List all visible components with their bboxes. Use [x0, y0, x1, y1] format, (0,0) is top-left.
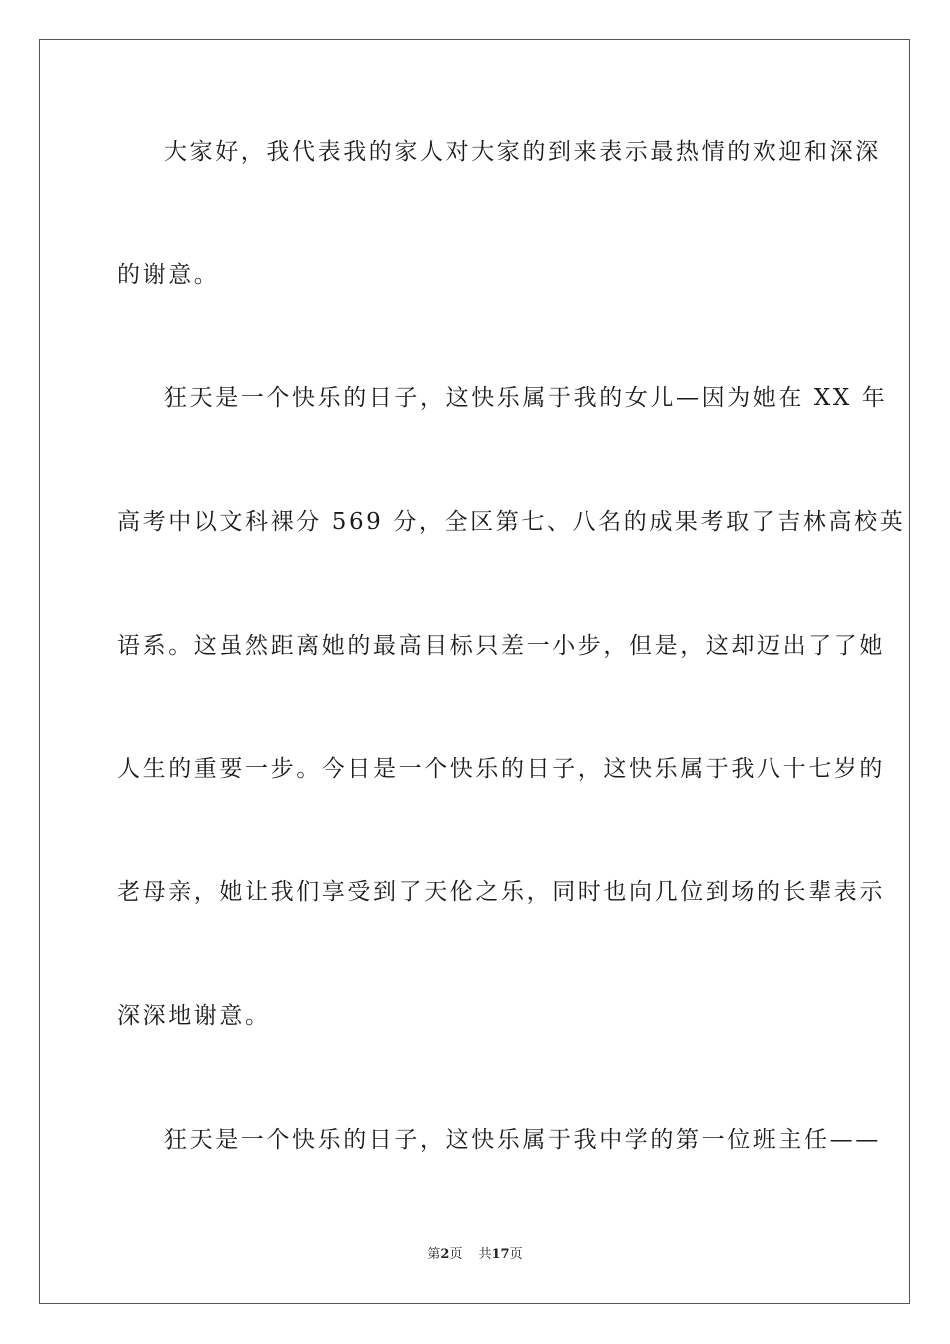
paragraph-1-line-1: 大家好，我代表我的家人对大家的到来表示最热情的欢迎和深深 — [164, 139, 881, 165]
paragraph-2-line-4: 人生的重要一步。今日是一个快乐的日子，这快乐属于我八十七岁的 — [117, 756, 885, 782]
page-number: 2 — [440, 1247, 450, 1262]
paragraph-2-line-6: 深深地谢意。 — [117, 1003, 271, 1029]
paragraph-2-line-2: 高考中以文科裸分 569 分，全区第七、八名的成果考取了吉林高校英 — [117, 509, 906, 535]
page-frame — [39, 39, 910, 1304]
total-label-prefix: 共 — [478, 1247, 492, 1262]
paragraph-3-line-1: 狂天是一个快乐的日子，这快乐属于我中学的第一位班主任—— — [164, 1127, 881, 1153]
paragraph-2-line-5: 老母亲，她让我们享受到了天伦之乐，同时也向几位到场的长辈表示 — [117, 879, 885, 905]
paragraph-1-line-2: 的谢意。 — [117, 262, 220, 288]
page-footer — [0, 1247, 950, 1263]
total-pages: 17 — [491, 1247, 510, 1262]
paragraph-2-line-3: 语系。这虽然距离她的最高目标只差一小步，但是，这却迈出了了她 — [117, 633, 885, 659]
total-label-suffix: 页 — [509, 1247, 523, 1262]
paragraph-2-line-1: 狂天是一个快乐的日子，这快乐属于我的女儿—因为她在 XX 年 — [164, 385, 888, 411]
page-label-suffix: 页 — [449, 1247, 463, 1262]
page-label-prefix: 第 — [427, 1247, 441, 1262]
